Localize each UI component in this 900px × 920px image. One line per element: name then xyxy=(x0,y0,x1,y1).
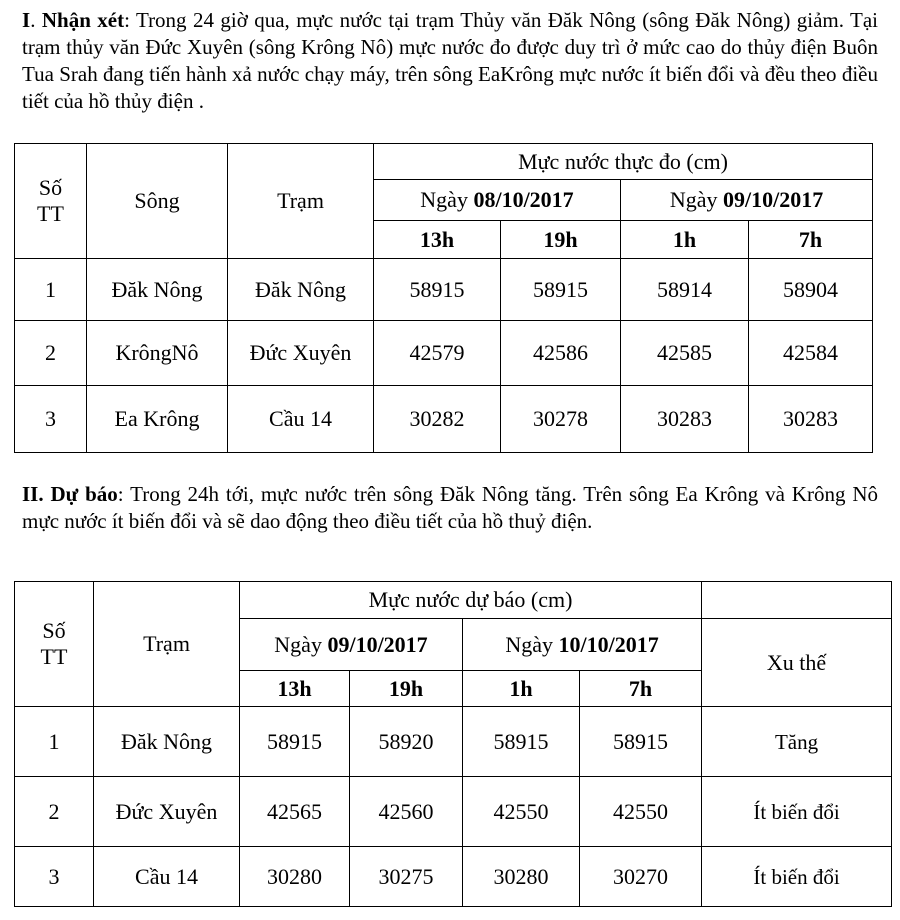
cell-station: Đức Xuyên xyxy=(94,777,240,847)
cell-value: 42579 xyxy=(374,321,501,386)
cell-station: Đăk Nông xyxy=(94,707,240,777)
cell-stt: 1 xyxy=(15,707,94,777)
cell-value: 42584 xyxy=(749,321,873,386)
header-hour: 7h xyxy=(580,671,702,707)
cell-value: 42550 xyxy=(580,777,702,847)
cell-value: 30275 xyxy=(350,847,463,907)
table-row xyxy=(15,321,873,386)
header-hour: 13h xyxy=(240,671,350,707)
cell-stt: 1 xyxy=(15,259,87,321)
header-station: Trạm xyxy=(228,144,374,259)
header-hour: 19h xyxy=(501,221,621,259)
cell-value: 58904 xyxy=(749,259,873,321)
header-hour: 1h xyxy=(463,671,580,707)
header-hour: 7h xyxy=(749,221,873,259)
cell-station: Đức Xuyên xyxy=(228,321,374,386)
cell-trend: Tăng xyxy=(702,707,892,777)
header-blank xyxy=(702,582,892,619)
cell-trend: Ít biến đổi xyxy=(702,777,892,847)
cell-value: 30282 xyxy=(374,386,501,453)
observation-paragraph: I. Nhận xét: Trong 24 giờ qua, mực nước tại trạm Thủy văn Đăk Nông (sông Đăk Nông) giảm. Tại trạm thủy văn Đức Xuyên (sông Krông Nô) mực nước đo được duy trì ở mức cao do thủy điện Buôn Tua Srah đang tiến hành xả nước chạy máy, trên sông EaKrông mực nước ít biến đổi và đều theo điều tiết của hồ thủy điện . xyxy=(22,8,878,113)
cell-value: 30283 xyxy=(749,386,873,453)
cell-value: 58920 xyxy=(350,707,463,777)
cell-river: Ea Krông xyxy=(87,386,228,453)
forecast-label: II. Dự báo xyxy=(22,482,118,506)
header-day-2: Ngày 10/10/2017 xyxy=(463,619,702,671)
observation-text: : Trong 24 giờ qua, mực nước tại trạm Thủy văn Đăk Nông (sông Đăk Nông) giảm. Tại trạm thủy văn Đức Xuyên (sông Krông Nô) mực nước đo được duy trì ở mức cao do thủy điện Buôn Tua Srah đang tiến hành xả nước chạy máy, trên sông EaKrông mực nước ít biến đổi và đều theo điều tiết của hồ thủy điện . xyxy=(22,8,878,113)
header-day-2: Ngày 09/10/2017 xyxy=(621,180,873,221)
cell-value: 58915 xyxy=(463,707,580,777)
cell-value: 42560 xyxy=(350,777,463,847)
cell-value: 30270 xyxy=(580,847,702,907)
cell-station: Đăk Nông xyxy=(228,259,374,321)
table-row xyxy=(15,847,892,907)
cell-value: 42586 xyxy=(501,321,621,386)
observation-label-roman: I xyxy=(22,8,31,32)
cell-value: 30278 xyxy=(501,386,621,453)
cell-station: Cầu 14 xyxy=(228,386,374,453)
cell-value: 42585 xyxy=(621,321,749,386)
measured-water-level-table xyxy=(14,143,873,453)
header-hour: 13h xyxy=(374,221,501,259)
cell-value: 30280 xyxy=(240,847,350,907)
header-day-1: Ngày 08/10/2017 xyxy=(374,180,621,221)
observation-label: Nhận xét xyxy=(41,8,125,32)
cell-river: Đăk Nông xyxy=(87,259,228,321)
cell-value: 58915 xyxy=(580,707,702,777)
forecast-water-level-table xyxy=(14,581,892,907)
cell-station: Cầu 14 xyxy=(94,847,240,907)
cell-stt: 3 xyxy=(15,847,94,907)
header-station: Trạm xyxy=(94,582,240,707)
header-hour: 19h xyxy=(350,671,463,707)
cell-value: 58915 xyxy=(374,259,501,321)
header-river: Sông xyxy=(87,144,228,259)
cell-value: 30283 xyxy=(621,386,749,453)
table-row xyxy=(15,386,873,453)
header-stt: Số TT xyxy=(15,582,94,707)
forecast-paragraph xyxy=(22,481,878,535)
header-measured-level: Mực nước thực đo (cm) xyxy=(374,144,873,180)
table-row xyxy=(15,259,873,321)
header-trend: Xu thế xyxy=(702,619,892,707)
cell-trend: Ít biến đổi xyxy=(702,847,892,907)
header-stt: Số TT xyxy=(15,144,87,259)
cell-value: 58914 xyxy=(621,259,749,321)
cell-value: 42565 xyxy=(240,777,350,847)
table-row xyxy=(15,777,892,847)
header-forecast-level: Mực nước dự báo (cm) xyxy=(240,582,702,619)
cell-river: KrôngNô xyxy=(87,321,228,386)
table-row xyxy=(15,707,892,777)
forecast-text: : Trong 24h tới, mực nước trên sông Đăk Nông tăng. Trên sông Ea Krông và Krông Nô mực nước ít biến đổi và sẽ dao động theo điều tiết của hồ thuỷ điện. xyxy=(22,482,878,533)
cell-value: 30280 xyxy=(463,847,580,907)
cell-stt: 3 xyxy=(15,386,87,453)
cell-value: 58915 xyxy=(501,259,621,321)
header-day-1: Ngày 09/10/2017 xyxy=(240,619,463,671)
cell-value: 58915 xyxy=(240,707,350,777)
cell-value: 42550 xyxy=(463,777,580,847)
cell-stt: 2 xyxy=(15,777,94,847)
header-hour: 1h xyxy=(621,221,749,259)
cell-stt: 2 xyxy=(15,321,87,386)
